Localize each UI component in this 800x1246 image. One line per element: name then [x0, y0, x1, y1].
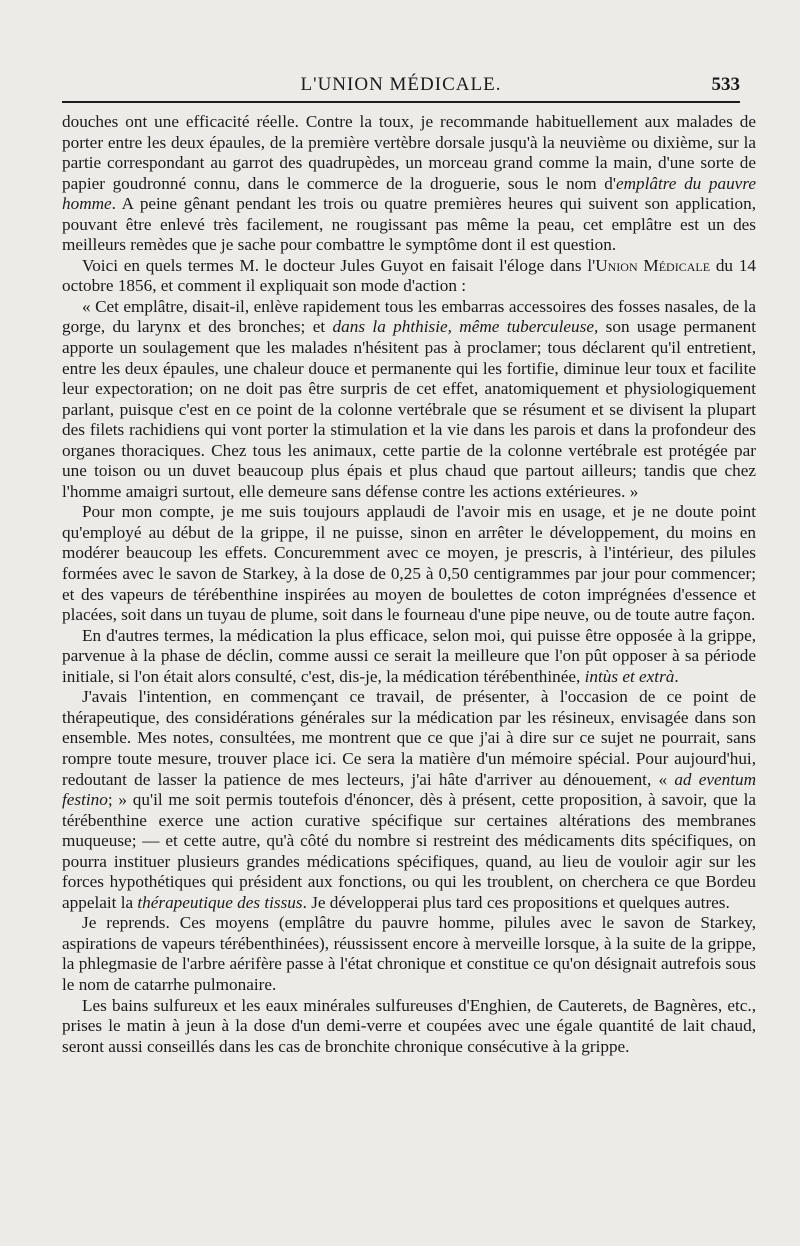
paragraph-p1: [62, 112, 756, 256]
text-run: Voici en quels termes M. le docteur Jules Guyot en faisait l'éloge dans l': [82, 255, 596, 275]
paragraph-p5: [62, 626, 756, 688]
text-run: Je reprends. Ces moyens (emplâtre du pauvre homme, pilules avec le savon de Starkey, aspirations de vapeurs térébenthinées), réussissent encore à merveille lorsque, à la suite de la grippe, la phlegmasie de l'arbre aérifère passe à l'état chronique et constitue ce qu'on désignait autrefois sous le nom de catarrhe pulmonaire.: [62, 913, 756, 994]
text-run: .: [674, 666, 679, 686]
italic-phrase: dans la phthisie, même tuberculeuse,: [332, 317, 599, 337]
italic-phrase: thérapeutique des tissus: [137, 892, 303, 912]
paragraph-p6: [62, 687, 756, 913]
text-run: du 14 octobre 1856, et comment il expliquait son mode d'action :: [62, 255, 757, 296]
italic-phrase: emplâtre du pauvre homme: [62, 173, 756, 214]
paragraph-p2: [62, 256, 756, 297]
text-run: ; » qu'il me soit permis toutefois d'énoncer, dès à présent, cette proposition, à savoir, que la térébenthine exerce une action curative spécifique sur certaines altérations des membranes muqueuse; — et cette autre, qu'à côté du nombre si restreint des médicaments dits spécifiques, on pourra instituer plusieurs grandes médications spécifiques, quand, au lieu de vouloir agir sur les forces hypothétiques qui président aux fonctions, ou qui les troublent, on cherchera ce que Bordeu appelait la: [62, 790, 756, 912]
paragraph-p8: [62, 996, 756, 1058]
small-caps-phrase: Union Médicale: [595, 255, 711, 275]
paragraph-p7: [62, 913, 756, 995]
text-run: J'avais l'intention, en commençant ce travail, de présenter, à l'occasion de ce point de thérapeutique, des considérations générales sur la médication par les résineux, envisagée dans son ensemble. Mes notes, consultées, me montrent que ce que j'ai à dire sur ce sujet ne pourrait, sans rompre toute mesure, trouver place ici. Ce sera la matière d'un mémoire spécial. Pour aujourd'hui, redoutant de lasser la patience de mes lecteurs, j'ai hâte d'arriver au dénouement, «: [62, 687, 756, 789]
running-head: [62, 74, 740, 102]
text-run: douches ont une efficacité réelle. Contre la toux, je recommande habituellement aux malades de porter entre les deux épaules, de la première vertèbre dorsale jusqu'à la neuvième ou dixième, sur la partie correspondant au garrot des quadrupèdes, un morceau grand comme la main, d'une sorte de papier goudronné connu, dans le commerce de la droguerie, sous le nom d': [62, 112, 756, 193]
page-number: 533: [711, 74, 740, 95]
text-run: . Je développerai plus tard ces propositions et quelques autres.: [302, 892, 730, 912]
italic-phrase: intùs et extrà: [584, 666, 675, 686]
text-run: Pour mon compte, je me suis toujours applaudi de l'avoir mis en usage, et je ne doute point qu'employé au début de la grippe, il ne puisse, sinon en arrêter le développement, du moins en modérer beaucoup les effets. Concuremment avec ce moyen, je prescris, à l'intérieur, des pilules formées avec le savon de Starkey, à la dose de 0,25 à 0,50 centigrammes par jour pour commencer; et des vapeurs de térébenthine inspirées au moyen de boulettes de coton imprégnées d'essence et placées, soit dans un tuyau de plume, soit dans le fourneau d'une pipe neuve, ou de toute autre façon.: [62, 502, 756, 625]
text-run: « Cet emplâtre, disait-il, enlève rapidement tous les embarras accessoires des fosses nasales, de la gorge, du larynx et des bronches; et: [62, 296, 756, 337]
paragraph-p3: [62, 297, 756, 502]
header-rule: [62, 101, 740, 103]
text-run: son usage permanent apporte un soulagement que les malades n'hésitent pas à proclamer; tous déclarent qu'il entretient, entre les deux épaules, une chaleur douce et permanente qui les fortifie, diminue leur toux et facilite leur expectoration; on ne doit pas être surpris de cet effet, anatomiquement et physiologiquement parlant, puisque c'est en ce point de la colonne vertébrale que se résument et se divisent la plupart des filets rachidiens qui vont porter la stimulation et la vie dans les parois et dans la profondeur des organes thoraciques. Chez tous les animaux, cette partie de la colonne vertébrale est protégée par une toison ou un duvet beaucoup plus épais et plus chaud que partout ailleurs; tandis que chez l'homme amaigri surtout, elle demeure sans défense contre les actions extérieures. »: [62, 317, 757, 501]
italic-phrase: ad eventum festino: [62, 769, 756, 810]
journal-title: L'UNION MÉDICALE.: [300, 74, 502, 95]
article-body: [62, 112, 756, 1057]
text-run: . A peine gênant pendant les trois ou quatre premières heures qui suivent son application, pouvant être enlevé très facilement, ne rougissant pas même la peau, cet emplâtre est un des meilleurs remèdes que je sache pour combattre le symptôme dont il est question.: [62, 194, 756, 255]
text-run: Les bains sulfureux et les eaux minérales sulfureuses d'Enghien, de Cauterets, de Bagnères, etc., prises le matin à jeun à la dose d'un demi-verre et coupées avec une égale quantité de lait chaud, seront aussi conseillés dans les cas de bronchite chronique consécutive à la grippe.: [62, 995, 756, 1056]
text-run: En d'autres termes, la médication la plus efficace, selon moi, qui puisse être opposée à la grippe, parvenue à la phase de déclin, comme aussi ce serait la meilleure que l'on pût opposer à sa période initiale, si l'on était alors consulté, c'est, dis-je, la médication térébenthinée,: [62, 625, 756, 686]
paragraph-p4: [62, 502, 756, 625]
